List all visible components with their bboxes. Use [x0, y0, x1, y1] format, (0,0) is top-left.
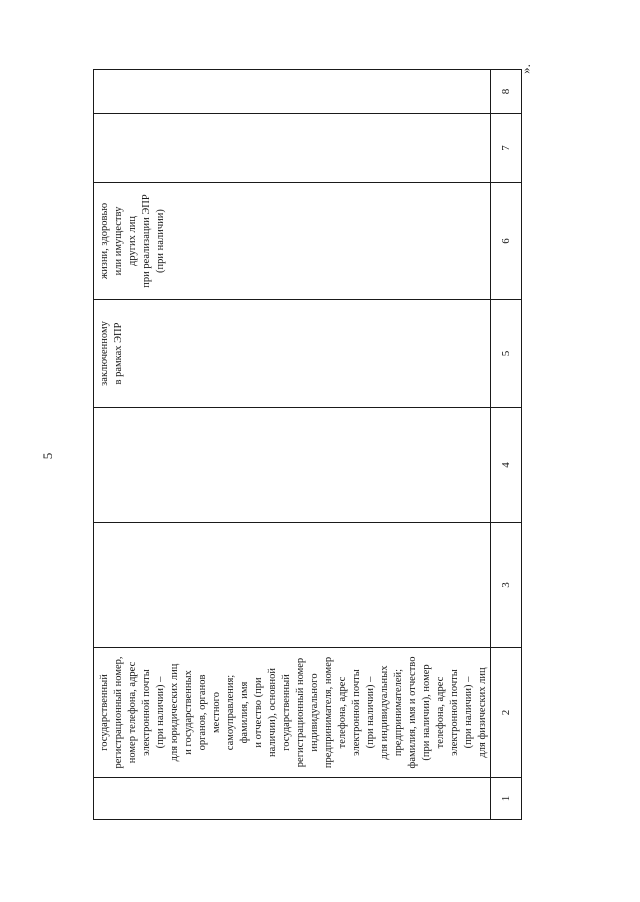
table-cell-col-4 [94, 408, 491, 523]
closing-quote-mark: ». [518, 64, 533, 74]
table-cell-col-3 [94, 523, 491, 648]
column-number: 2 [491, 648, 522, 778]
column-number: 6 [491, 183, 522, 300]
column-number: 4 [491, 408, 522, 523]
column-number: 1 [491, 778, 522, 820]
table-cell-col-6: жизни, здоровью или имуществу других лиц при реализации ЭПР (при наличии) [94, 183, 491, 300]
page-number: 5 [40, 452, 55, 460]
table-cell-col-1 [94, 778, 491, 820]
table-cell-col-8 [94, 70, 491, 114]
continuation-table [93, 69, 522, 820]
column-number-row [491, 70, 522, 820]
column-number: 5 [491, 300, 522, 408]
column-number: 8 [491, 70, 522, 114]
table-cell-col-7 [94, 114, 491, 183]
table-cell-col-5: заключенному в рамках ЭПР [94, 300, 491, 408]
column-number: 7 [491, 114, 522, 183]
table-body-row [94, 70, 491, 820]
column-number: 3 [491, 523, 522, 648]
table-cell-col-2: государственный регистрационный номер, номер телефона, адрес электронной почты (при наличии) – для юридических лиц и государственных органов, органов местного самоуправления; фамилия, имя и отчество (при наличии), основной государственный регистрационный номер индивидуального предпринимателя, номер телефона, адрес электронной почты (при наличии) – для индивидуальных предпринимателей; фамилия, имя и отчество (при наличии), номер телефона, адрес электронной почты (при наличии) – для физических лиц [94, 648, 491, 778]
